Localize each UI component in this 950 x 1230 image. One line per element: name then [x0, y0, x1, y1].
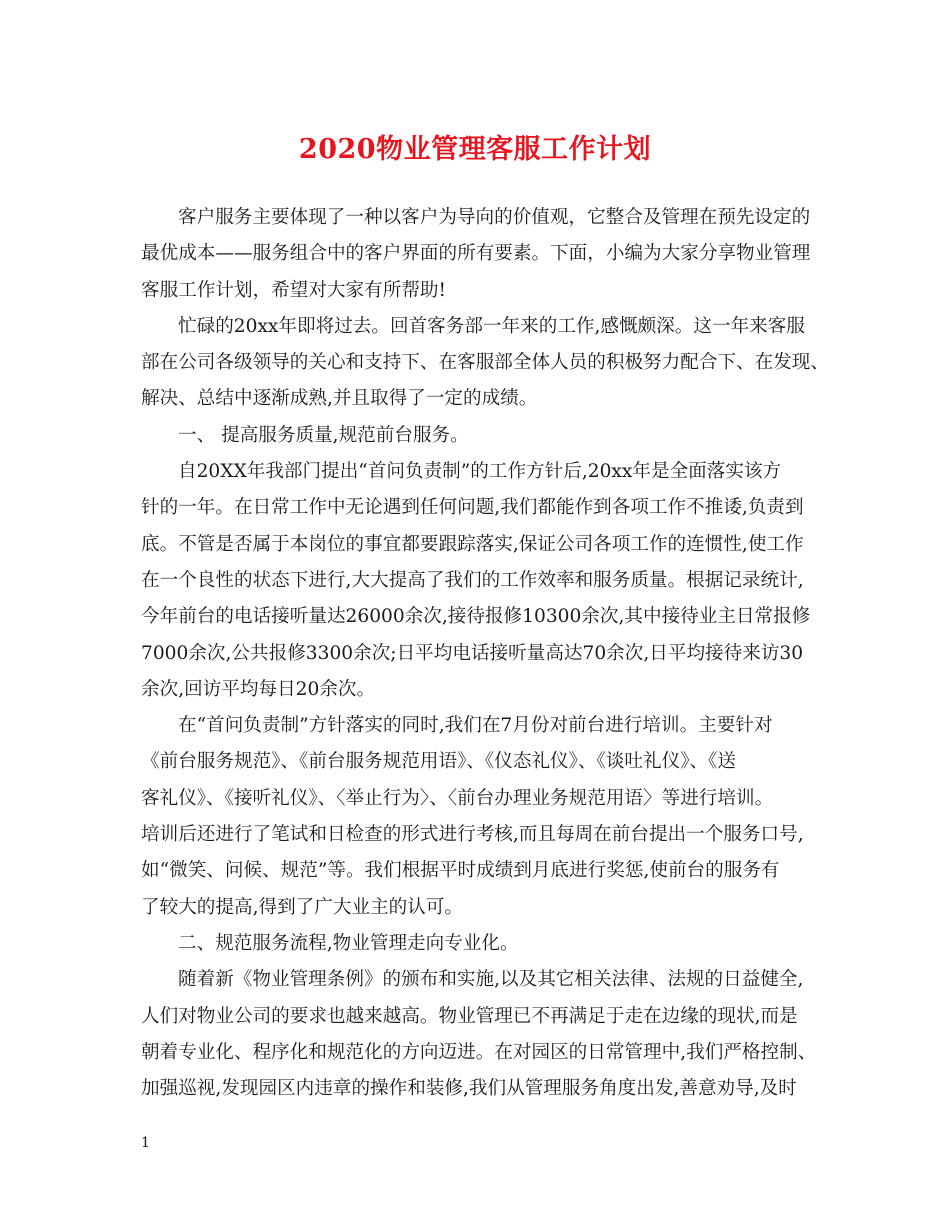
text-line: 一、 提高服务质量,规范前台服务。	[178, 424, 469, 446]
document-body	[141, 200, 841, 1107]
text-line: 在“首问负责制”方针落实的同时,我们在7月份对前台进行培训。主要针对	[178, 715, 773, 737]
text-line: 《前台服务规范》、《前台服务规范用语》、《仪态礼仪》、《谈吐礼仪》、《送	[141, 751, 736, 773]
text-line: 解决、总结中逐渐成熟,并且取得了一定的成绩。	[141, 388, 538, 410]
page-number: 1	[141, 1135, 150, 1151]
text-line: 忙碌的20xx年即将过去。回首客务部一年来的工作,感慨颇深。这一年来客服	[178, 315, 805, 337]
text-line: 最优成本——服务组合中的客户界面的所有要素。下面，小编为大家分享物业管理	[141, 243, 811, 265]
text-line: 客服工作计划，希望对大家有所帮助!	[141, 279, 446, 301]
text-line: 如“微笑、问候、规范”等。我们根据平时成绩到月底进行奖惩,使前台的服务有	[141, 860, 780, 882]
text-line: 加强巡视,发现园区内违章的操作和装修,我们从管理服务角度出发,善意劝导,及时	[141, 1078, 797, 1100]
text-line: 今年前台的电话接听量达26000余次,接待报修10300余次,其中接待业主日常报修	[141, 606, 811, 628]
text-line: 在一个良性的状态下进行,大大提高了我们的工作效率和服务质量。根据记录统计,	[141, 569, 804, 591]
text-line: 自20XX年我部门提出“首问负责制”的工作方针后,20xx年是全面落实该方	[178, 461, 782, 483]
text-line: 部在公司各级领导的关心和支持下、在客服部全体人员的积极努力配合下、在发现、	[141, 352, 829, 374]
text-line: 底。不管是否属于本岗位的事宜都要跟踪落实,保证公司各项工作的连惯性,使工作	[141, 533, 804, 555]
text-line: 培训后还进行了笔试和日检查的形式进行考核,而且每周在前台提出一个服务口号,	[141, 824, 804, 846]
text-line: 客礼仪》、《接听礼仪》、〈举止行为〉、〈前台办理业务规范用语〉等进行培训。	[141, 787, 774, 809]
text-line: 余次,回访平均每日20余次。	[141, 678, 376, 700]
text-line: 针的一年。在日常工作中无论遇到任何问题,我们都能作到各项工作不推诿,负责到	[141, 497, 804, 519]
document-title: 2020物业管理客服工作计划	[298, 134, 652, 165]
text-line: 了较大的提高,得到了广大业主的认可。	[141, 896, 464, 918]
text-line: 二、规范服务流程,物业管理走向专业化。	[178, 932, 519, 954]
text-line: 随着新《物业管理条例》的颁布和实施,以及其它相关法律、法规的日益健全,	[178, 969, 804, 991]
text-line: 7000余次,公共报修3300余次;日平均电话接听量高达70余次,日平均接待来访30	[141, 642, 804, 664]
text-line: 客户服务主要体现了一种以客户为导向的价值观，它整合及管理在预先设定的	[178, 207, 811, 228]
text-line: 人们对物业公司的要求也越来越高。物业管理已不再满足于走在边缘的现状,而是	[141, 1005, 798, 1027]
text-line: 朝着专业化、程序化和规范化的方向迈进。在对园区的日常管理中,我们严格控制、	[141, 1041, 817, 1063]
